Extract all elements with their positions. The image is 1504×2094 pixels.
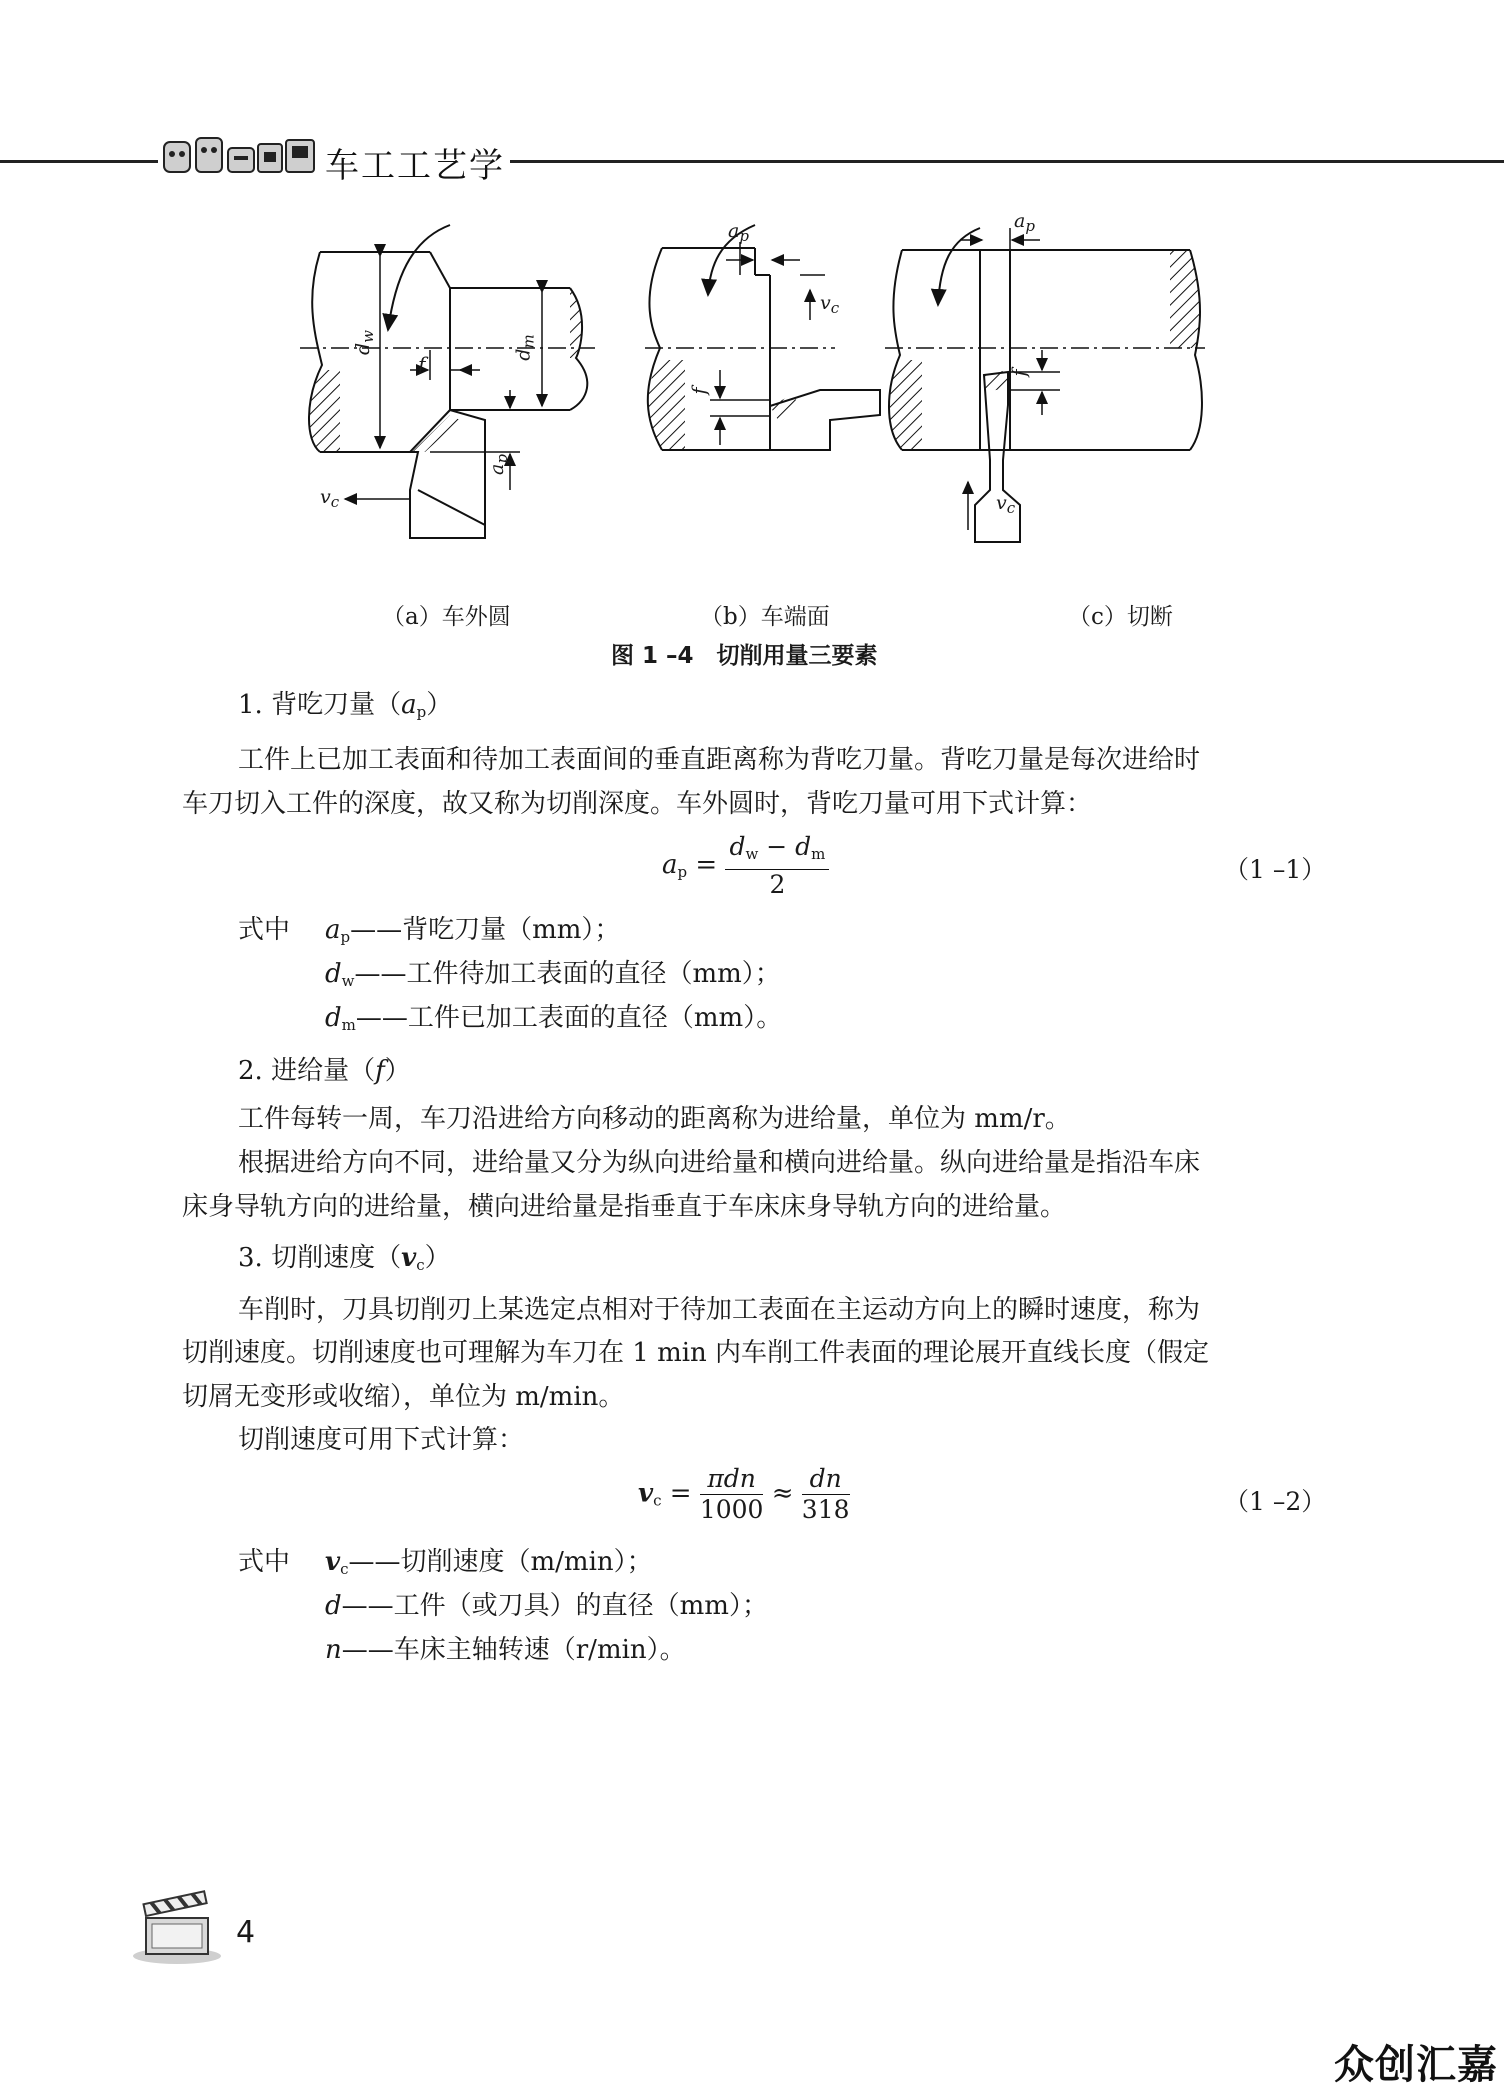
section3-para-line1: 车削时，刀具切削刃上某选定点相对于待加工表面在主运动方向上的瞬时速度，称为: [238, 1295, 1201, 1325]
label-dw: $d_w$: [352, 329, 378, 356]
diagram-b-facing: [645, 225, 880, 450]
section3-where: 式中: [238, 1547, 291, 1577]
section3-def-n: n——车床主轴转速（r/min）。: [325, 1635, 686, 1665]
diagram-c-parting: [885, 228, 1205, 542]
section1-where: 式中: [238, 915, 291, 945]
section2-heading: 2. 进给量（f）: [238, 1056, 411, 1086]
header-rule-right: [510, 160, 1504, 163]
section3-def-d: d——工件（或刀具）的直径（mm）；: [325, 1591, 768, 1621]
section3-def-vc: $v_c——$切削速度（m/min）；: [325, 1547, 653, 1578]
section1-heading: 1. 背吃刀量$(a_p)$: [238, 690, 453, 721]
section2-para1: 工件每转一周，车刀沿进给方向移动的距离称为进给量，单位为 mm/r。: [238, 1104, 1071, 1134]
section3-para-line3: 切屑无变形或收缩），单位为 m/min。: [182, 1382, 625, 1412]
section1-def-ap: $a_p——$背吃刀量（mm）；: [325, 915, 621, 946]
label-f-a: f: [418, 352, 426, 376]
section2-para2-line2: 床身导轨方向的进给量，横向进给量是指垂直于车床床身导轨方向的进给量。: [182, 1192, 1067, 1222]
section1-para-line2: 车刀切入工件的深度，故又称为切削深度。车外圆时，背吃刀量可用下式计算：: [182, 789, 1093, 819]
equation-1-2: $v_c$ = $\frac{\text{πdn}}{1000}$ ≈ $\frac{dn}{318}$: [638, 1464, 850, 1524]
header-title: 车工工艺学: [325, 146, 505, 186]
section2-para2-line1: 根据进给方向不同，进给量又分为纵向进给量和横向进给量。纵向进给量是指沿车床: [238, 1148, 1201, 1178]
label-vc-b: $v_c$: [820, 292, 840, 317]
caption-a: （a）车外圆: [382, 604, 511, 630]
label-vc-c: $v_c$: [996, 492, 1016, 517]
page-number: 4: [236, 1915, 256, 1950]
header-rule-left: [0, 160, 158, 163]
section1-def-dm: $d_m——$工件已加工表面的直径（mm）。: [325, 1003, 783, 1034]
label-ap-b: $a_p$: [728, 220, 749, 245]
section1-def-dw: $d_w——$工件待加工表面的直径（mm）；: [325, 959, 781, 990]
section3-para-line2: 切削速度。切削速度也可理解为车刀在 1 min 内车削工件表面的理论展开直线长度（假定: [182, 1338, 1210, 1368]
caption-b: （b）车端面: [700, 604, 830, 630]
clapperboard-icon: [132, 1890, 222, 1965]
section1-para-line1: 工件上已加工表面和待加工表面间的垂直距离称为背吃刀量。背吃刀量是每次进给时: [238, 745, 1201, 775]
figure-drawing: [300, 220, 1210, 580]
watermark-text: 众创汇嘉: [1334, 2042, 1498, 2088]
caption-c: （c）切断: [1068, 604, 1173, 630]
diagram-a-external-turning: [300, 225, 595, 538]
figure-title: 图 1 –4 切削用量三要素: [611, 643, 878, 669]
equation-1-1: $a_p$ = $\frac{d_w - d_m}{2}$: [662, 832, 829, 900]
label-vc-a: $v_c$: [320, 486, 340, 511]
section3-para2: 切削速度可用下式计算：: [238, 1425, 525, 1455]
figure-1-4: [300, 210, 1210, 580]
section3-heading: 3. 切削速度$(v_c)$: [238, 1243, 451, 1274]
label-dm: $d_m$: [512, 334, 538, 361]
header-logo-icon: [160, 132, 318, 178]
equation-1-1-number: （1 –1）: [1224, 855, 1327, 884]
label-ap-a: $a_p$: [485, 454, 511, 475]
label-f-c: f: [1008, 369, 1031, 377]
label-ap-c: $a_p$: [1014, 210, 1035, 235]
equation-1-2-number: （1 –2）: [1224, 1487, 1327, 1516]
label-f-b: f: [688, 387, 711, 395]
